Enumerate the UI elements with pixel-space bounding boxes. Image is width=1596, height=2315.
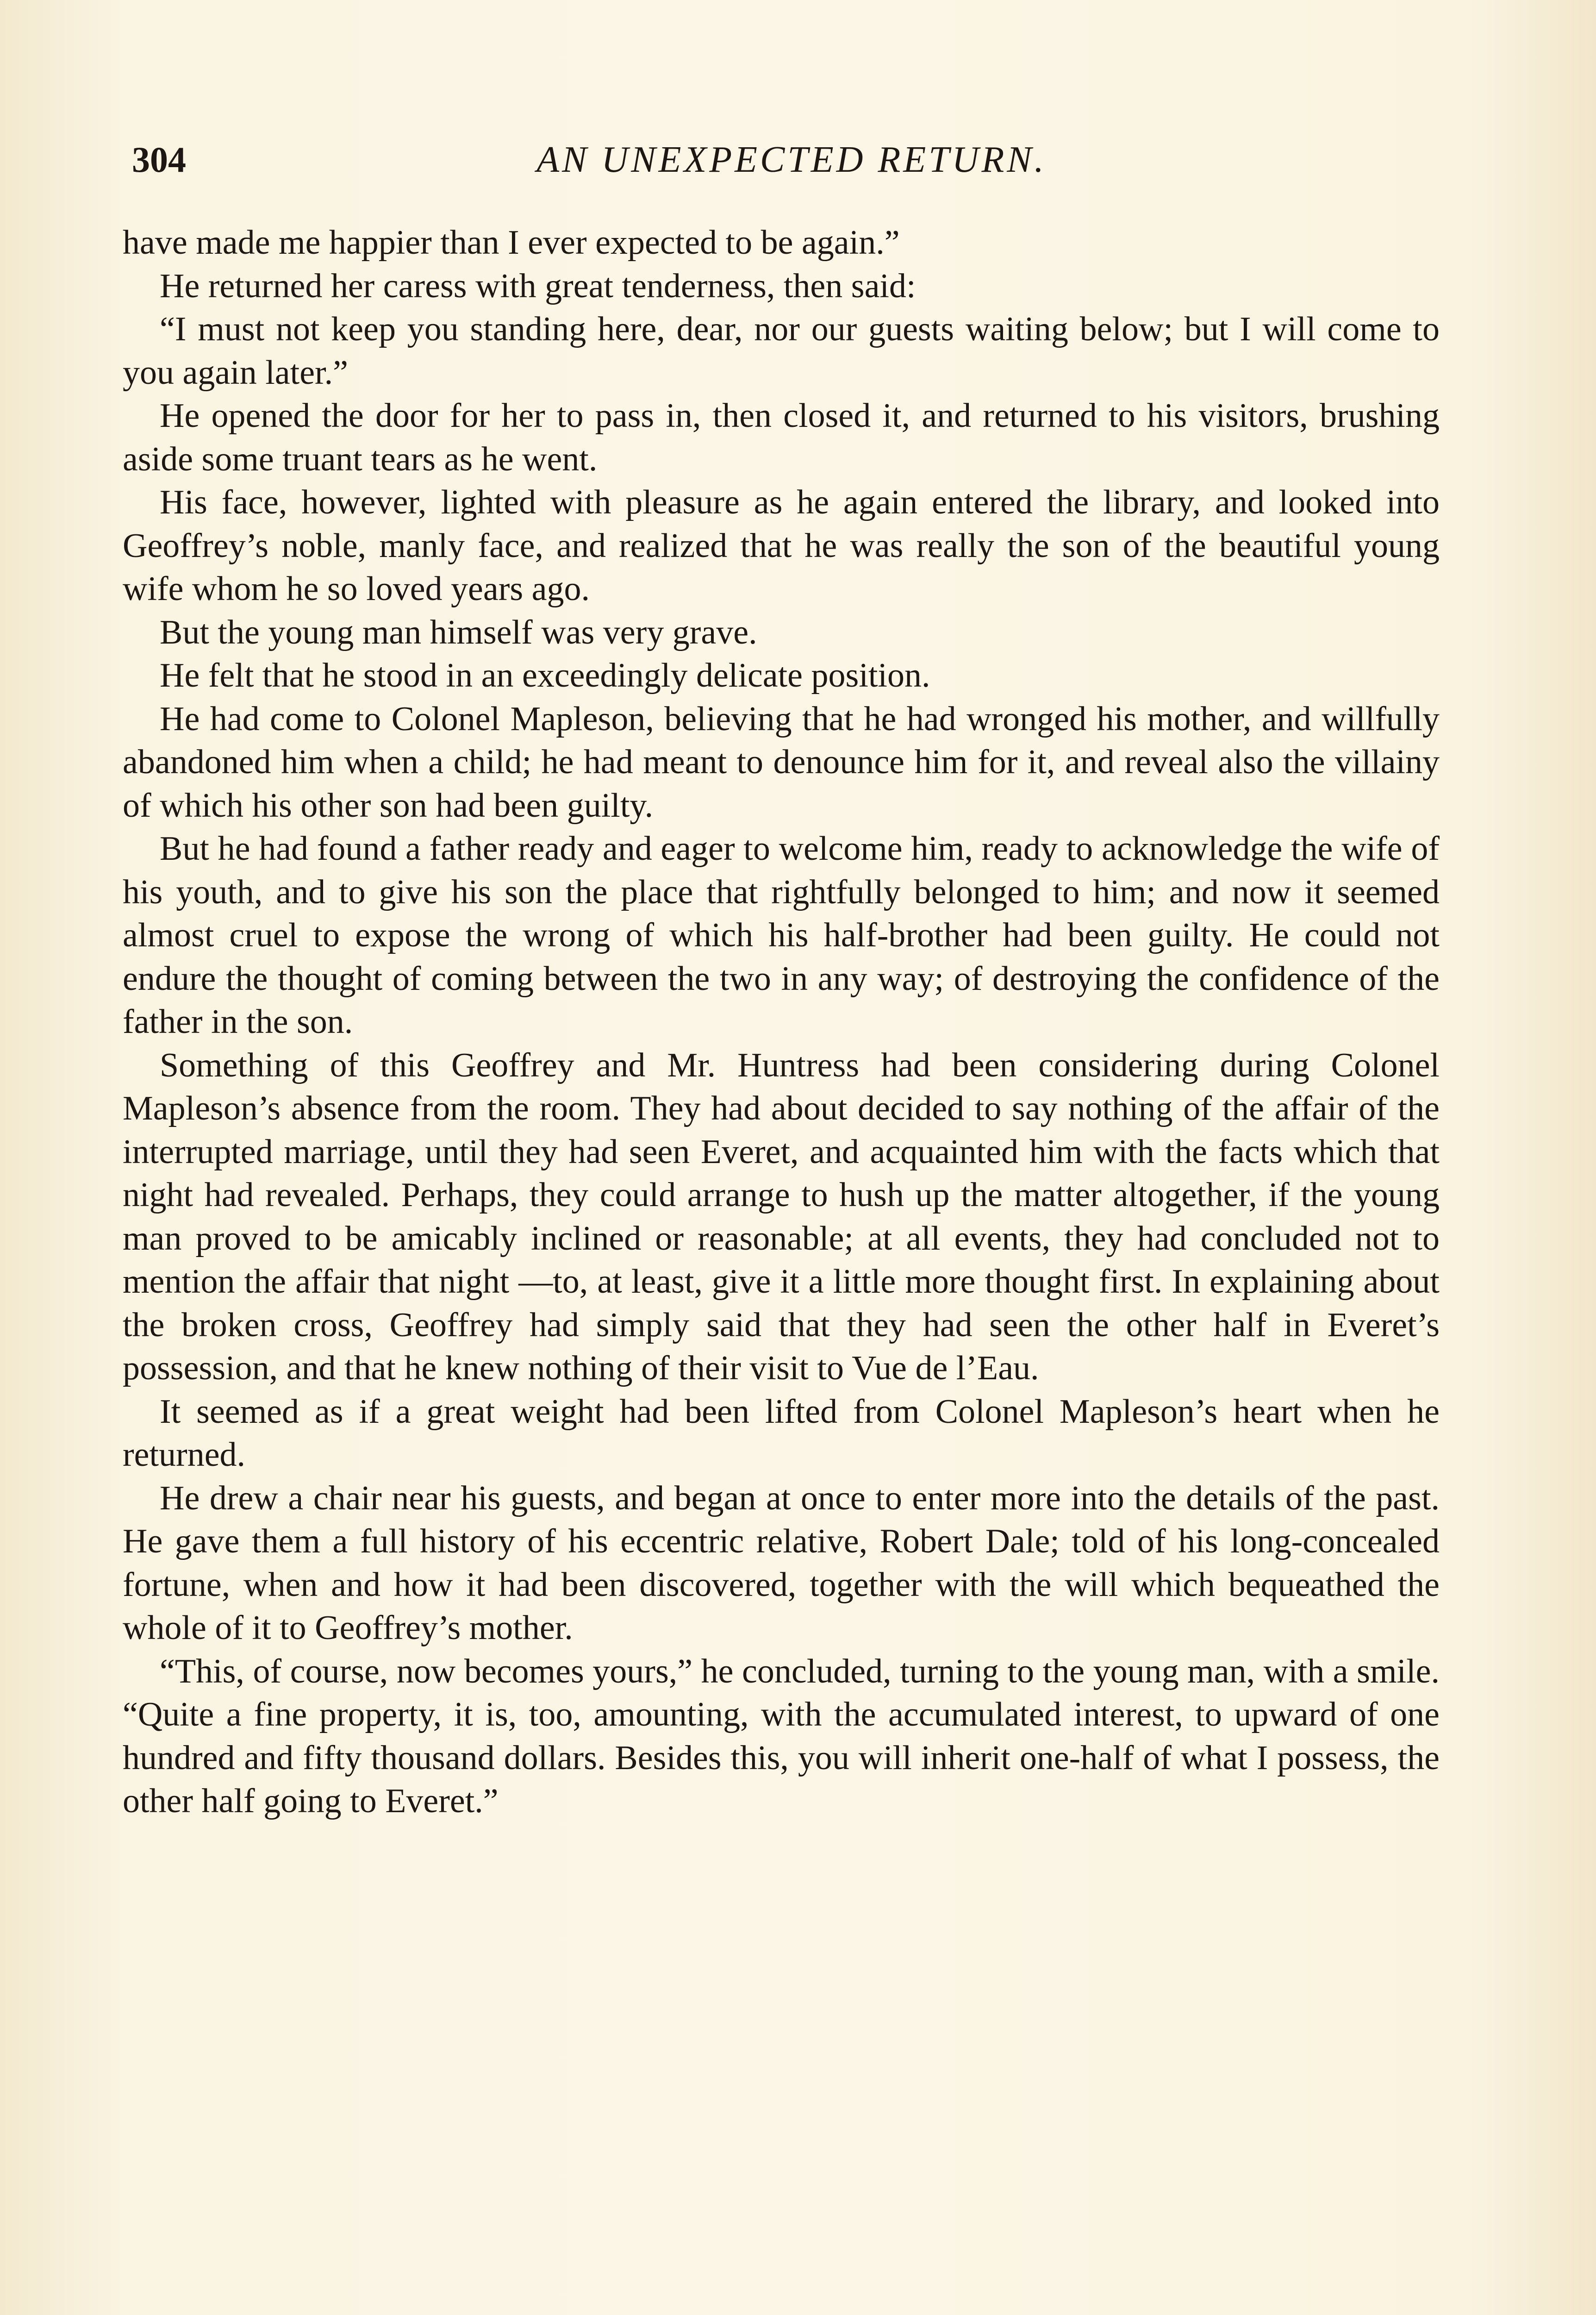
- paragraph: But he had found a father ready and eager to welcome him, ready to acknowledge the wife of his youth, and to give his son the place that rightfully belonged to him; and now it seemed almost cruel to expose the wrong of which his half-brother had been guilty. He could not endure the thought of coming between the two in any way; of destroying the confidence of the father in the son.: [123, 830, 1440, 1041]
- paragraph: “I must not keep you standing here, dear, nor our guests waiting below; but I will come to you again later.”: [123, 310, 1440, 392]
- paragraph: Something of this Geoffrey and Mr. Huntress had been considering during Colonel Mapleson’s absence from the room. They had about decided to say nothing of the affair of the interrupted marriage, until they had seen Everet, and acquainted him with the facts which that night had revealed. Perhaps, they could arrange to hush up the matter altogether, if the young man proved to be amicably inclined or reasonable; at all events, they had concluded not to mention the affair that night —to, at least, give it a little more thought first. In explaining about the broken cross, Geoffrey had simply said that they had seen the other half in Everet’s possession, and that he knew nothing of their visit to Vue de l’Eau.: [123, 1046, 1440, 1387]
- running-title: AN UNEXPECTED RETURN.: [536, 139, 1047, 180]
- running-head: [132, 134, 1451, 185]
- paragraph: He drew a chair near his guests, and began at once to enter more into the details of the past. He gave them a full history of his eccentric relative, Robert Dale; told of his long-concealed fortune, when and how it had been discovered, together with the will which bequeathed the whole of it to Geoffrey’s mother.: [123, 1479, 1440, 1647]
- paragraph: He opened the door for her to pass in, then closed it, and returned to his visitors, brushing aside some truant tears as he went.: [123, 397, 1440, 478]
- body-text: [123, 221, 1440, 1823]
- paragraph: He had come to Colonel Mapleson, believing that he had wronged his mother, and willfully abandoned him when a child; he had meant to denounce him for it, and reveal also the villainy of which his other son had been guilty.: [123, 700, 1440, 825]
- paragraph-continuation: have made me happier than I ever expected to be again.”: [123, 224, 900, 262]
- paragraph: His face, however, lighted with pleasure as he again entered the library, and looked into Geoffrey’s noble, manly face, and realized that he was really the son of the beautiful young wife whom he so loved years ago.: [123, 483, 1440, 608]
- paragraph: “This, of course, now becomes yours,” he concluded, turning to the young man, with a smile. “Quite a fine property, it is, too, amounting, with the accumulated interest, to upward of one hundred and fifty thousand dollars. Besides this, you will inherit one-half of what I possess, the other half going to Everet.”: [123, 1652, 1440, 1820]
- paragraph: He felt that he stood in an exceedingly delicate position.: [160, 657, 930, 694]
- page-number: 304: [132, 139, 186, 180]
- paragraph: He returned her caress with great tenderness, then said:: [160, 267, 916, 305]
- paragraph: But the young man himself was very grave.: [160, 613, 757, 651]
- paragraph: It seemed as if a great weight had been lifted from Colonel Mapleson’s heart when he returned.: [123, 1392, 1440, 1474]
